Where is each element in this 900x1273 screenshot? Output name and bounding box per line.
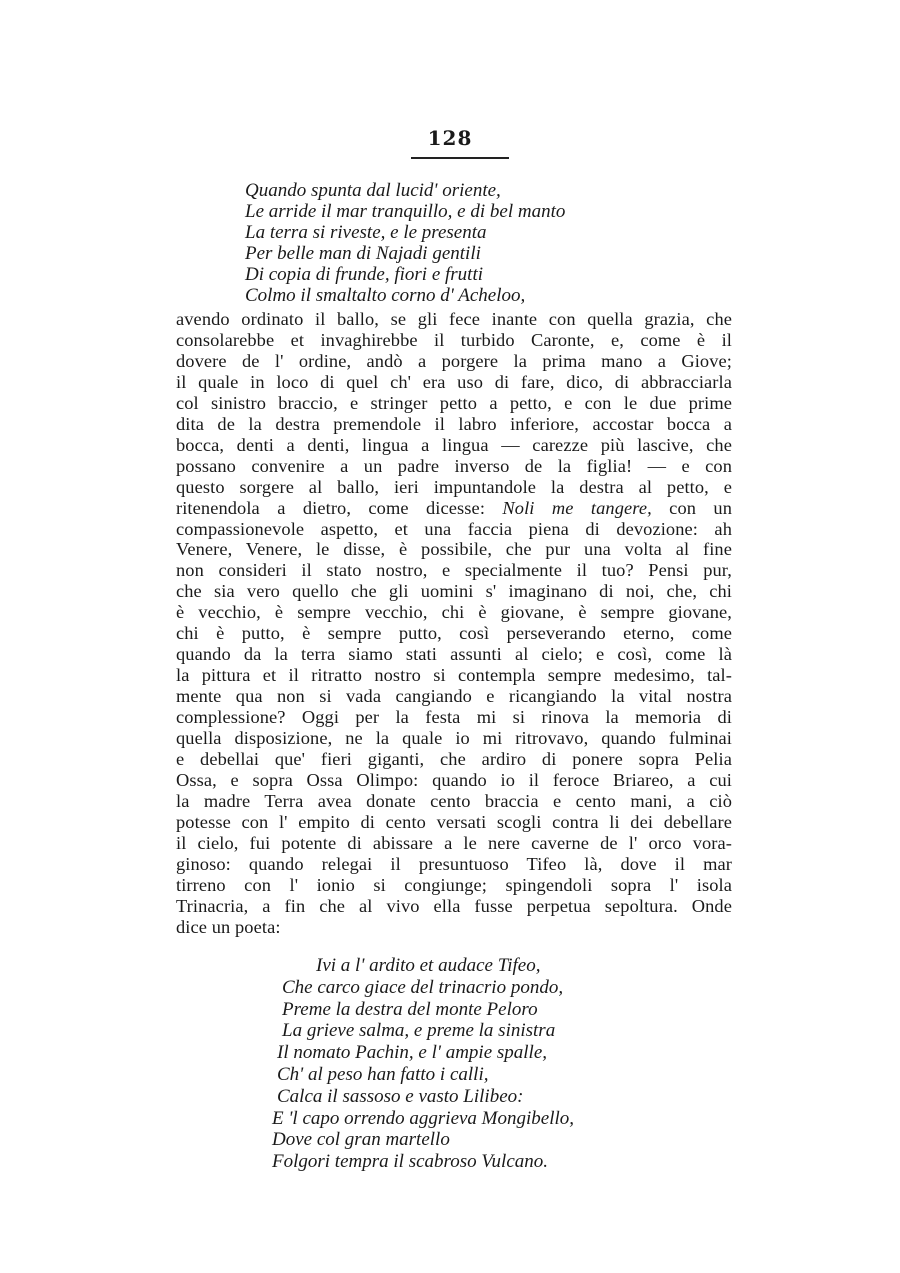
prose-line: è vecchio, è sempre vecchio, chi è giovane, è sempre giovane, bbox=[176, 602, 732, 623]
prose-line: Trinacria, a fin che al vivo ella fusse perpetua sepoltura. Onde bbox=[176, 895, 732, 916]
prose-line: dita de la destra premendole il labro inferiore, accostar bocca a bbox=[176, 413, 732, 434]
prose-line: che sia vero quello che gli uomini s' imaginano di noi, che, chi bbox=[176, 581, 732, 602]
verse-line: Le arride il mar tranquillo, e di bel manto bbox=[245, 201, 566, 222]
prose-line: il quale in loco di quel ch' era uso di fare, dico, di abbracciarla bbox=[176, 371, 732, 392]
prose-line: consolarebbe et invaghirebbe il turbido Caronte, e, come è il bbox=[176, 329, 732, 350]
prose-segment: con un bbox=[651, 497, 732, 518]
verse-line: Di copia di frunde, fiori e frutti bbox=[245, 264, 484, 285]
verse-line: Ivi a l' ardito et audace Tifeo, bbox=[316, 955, 541, 976]
verse-line: Dove col gran martello bbox=[272, 1129, 450, 1151]
prose-line: tirreno con l' ionio si congiunge; spingendoli sopra l' isola bbox=[176, 874, 732, 895]
prose-line: chi è putto, è sempre putto, così perseverando eterno, come bbox=[176, 623, 732, 644]
prose-line: non consideri il stato nostro, e specialmente il tuo? Pensi pur, bbox=[176, 560, 732, 581]
verse-line: Ch' al peso han fatto i calli, bbox=[277, 1063, 489, 1085]
verse-line: Preme la destra del monte Peloro bbox=[282, 998, 538, 1020]
prose-line: e debellai que' fieri giganti, che ardiro di ponere sopra Pelia bbox=[176, 749, 732, 770]
italic-quote: Noli me tangere, bbox=[502, 497, 652, 518]
prose-line: potesse con l' empito di cento versati scogli contra li dei debellare bbox=[176, 811, 732, 832]
prose-line: Ossa, e sopra Ossa Olimpo: quando io il feroce Briareo, a cui bbox=[176, 769, 732, 790]
prose-line: complessione? Oggi per la festa mi si rinova la memoria di bbox=[176, 707, 732, 728]
verse-line: Il nomato Pachin, e l' ampie spalle, bbox=[277, 1042, 548, 1064]
prose-segment: ritenendola a dietro, come dicesse: bbox=[176, 497, 503, 518]
prose-line: possano convenire a un padre inverso de la figlia! — e con bbox=[176, 455, 732, 476]
prose-line: Venere, Venere, le disse, è possibile, che pur una volta al fine bbox=[176, 539, 732, 560]
verse-line: Per belle man di Najadi gentili bbox=[245, 243, 481, 264]
prose-paragraph bbox=[176, 309, 732, 938]
prose-line: mente qua non si vada cangiando e ricangiando la vital nostra bbox=[176, 686, 732, 707]
verse-line: Calca il sassoso e vasto Lilibeo: bbox=[277, 1085, 524, 1107]
prose-line: dice un poeta: bbox=[176, 916, 281, 937]
prose-line: quella disposizione, ne la quale io mi ritrovavo, quando fulminai bbox=[176, 728, 732, 749]
verse-line: Folgori tempra il scabroso Vulcano. bbox=[272, 1151, 549, 1173]
verse-line: Quando spunta dal lucid' oriente, bbox=[245, 180, 501, 201]
prose-line: compassionevole aspetto, et una faccia piena di devozione: ah bbox=[176, 518, 732, 539]
prose-line: la pittura et il ritratto nostro si contempla sempre medesimo, tal- bbox=[176, 665, 732, 686]
prose-line: avendo ordinato il ballo, se gli fece inante con quella grazia, che bbox=[176, 309, 732, 329]
prose-line: ginoso: quando relegai il presuntuoso Tifeo là, dove il mar bbox=[176, 853, 732, 874]
prose-line: bocca, denti a denti, lingua a lingua — carezze più lascive, che bbox=[176, 434, 732, 455]
prose-line: il cielo, fui potente di abissare a le nere caverne de l' orco vora- bbox=[176, 832, 732, 853]
verse-line: La terra si riveste, e le presenta bbox=[245, 222, 487, 243]
verse-closing bbox=[272, 955, 574, 1173]
verse-line: Che carco giace del trinacrio pondo, bbox=[282, 976, 564, 998]
verse-line: E 'l capo orrendo aggrieva Mongibello, bbox=[272, 1107, 575, 1129]
prose-line: dovere de l' ordine, andò a porgere la prima mano a Giove; bbox=[176, 350, 732, 371]
verse-intro bbox=[245, 180, 565, 306]
prose-line: questo sorgere al ballo, ieri impuntandole la destra al petto, e bbox=[176, 476, 732, 497]
prose-line: quando da la terra siamo stati assunti al cielo; e così, come là bbox=[176, 644, 732, 665]
prose-line-with-quote bbox=[176, 498, 732, 519]
verse-line: Colmo il smaltalto corno d' Acheloo, bbox=[245, 285, 526, 306]
verse-line: La grieve salma, e preme la sinistra bbox=[282, 1020, 556, 1042]
page-number: 128 bbox=[427, 126, 473, 150]
prose-line: la madre Terra avea donate cento braccia e cento mani, a ciò bbox=[176, 790, 732, 811]
header-rule bbox=[411, 157, 509, 159]
prose-line: col sinistro braccio, e stringer petto a petto, e con le due prime bbox=[176, 392, 732, 413]
